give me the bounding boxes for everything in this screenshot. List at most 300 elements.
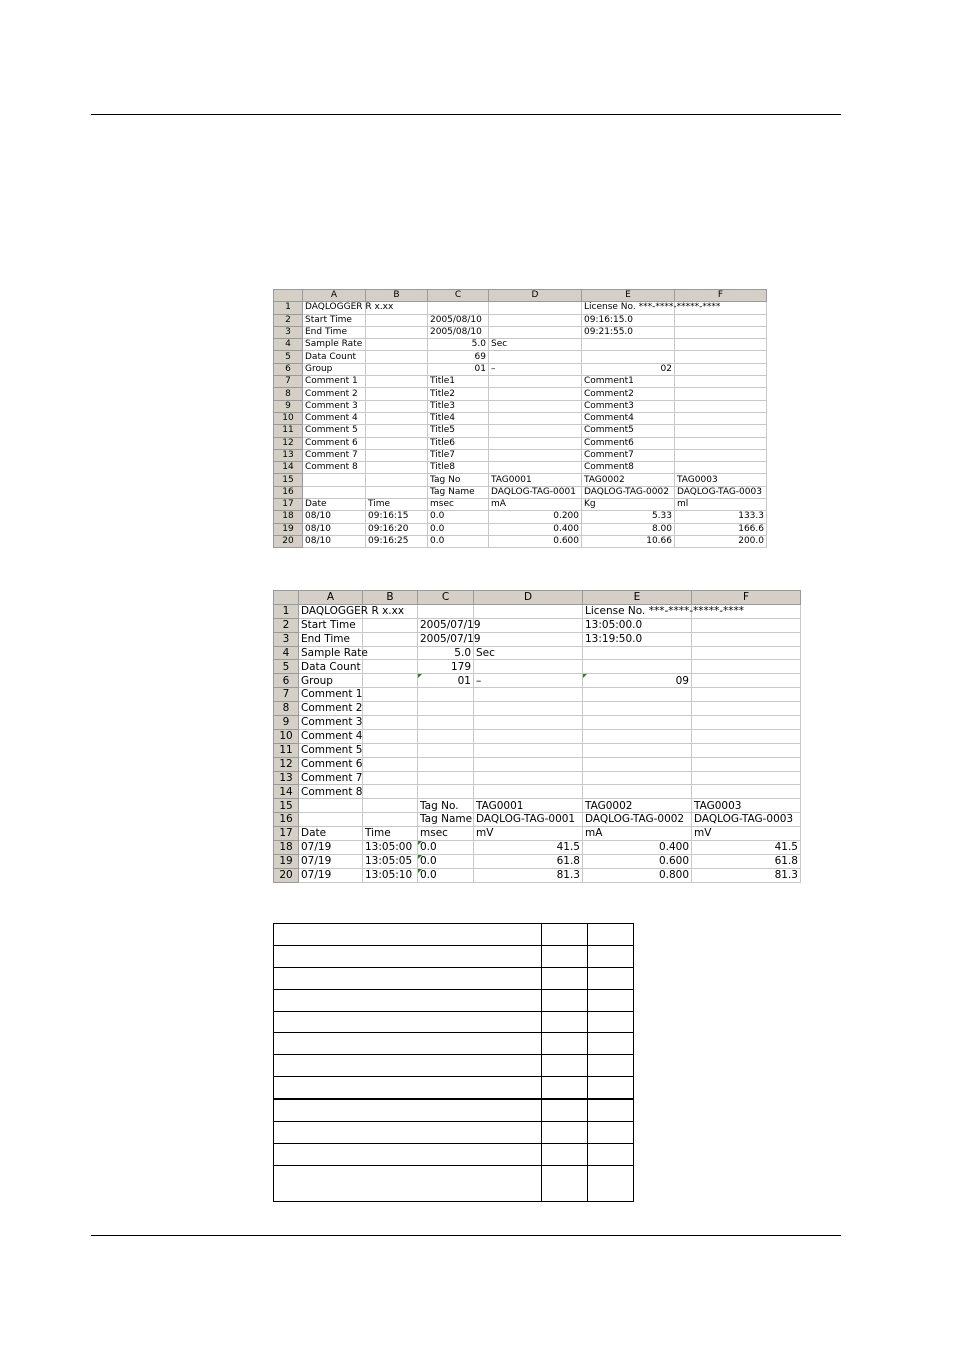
cell (692, 646, 801, 660)
cell (692, 618, 801, 632)
cell: Comment6 (582, 437, 675, 449)
cell: Title3 (428, 400, 489, 412)
blank-table (273, 923, 634, 1202)
cell (474, 618, 583, 632)
cell: DAQLOG-TAG-0002 (583, 813, 692, 827)
sheet-row (274, 351, 767, 363)
cell: 2005/08/10 (428, 314, 489, 326)
cell (474, 632, 583, 646)
cell (692, 702, 801, 716)
column-header: D (474, 591, 583, 605)
sheet-row (274, 743, 801, 757)
cell (582, 339, 675, 351)
cell: 41.5 (474, 841, 583, 855)
cell: DAQLOG-TAG-0001 (474, 813, 583, 827)
cell (363, 688, 418, 702)
cell: 81.3 (474, 868, 583, 882)
cell: 0.400 (489, 523, 582, 535)
cell (474, 702, 583, 716)
sheet-row (274, 688, 801, 702)
cell: Tag Name (428, 486, 489, 498)
cell: Date (303, 499, 366, 511)
cell: 179 (418, 660, 474, 674)
table-row (274, 924, 634, 946)
row-number: 11 (274, 743, 299, 757)
cell: mA (489, 499, 582, 511)
cell (363, 674, 418, 688)
sheet-row (274, 854, 801, 868)
cell: Comment 3 (303, 400, 366, 412)
cell: 0.600 (489, 535, 582, 547)
row-number: 14 (274, 462, 303, 474)
cell (692, 716, 801, 730)
cell (363, 785, 418, 799)
column-header: B (363, 591, 418, 605)
column-header: A (299, 591, 363, 605)
cell: Comment 2 (303, 388, 366, 400)
cell: License No. ***-****-*****-**** (582, 302, 675, 314)
cell (363, 743, 418, 757)
cell (675, 388, 767, 400)
row-number: 14 (274, 785, 299, 799)
cell (303, 474, 366, 486)
row-number: 19 (274, 854, 299, 868)
cell: Comment 4 (299, 729, 363, 743)
sheet-row (274, 841, 801, 855)
cell: 13:19:50.0 (583, 632, 692, 646)
cell (474, 785, 583, 799)
cell (366, 314, 428, 326)
cell: 200.0 (675, 535, 767, 547)
cell: 0.0 (418, 854, 474, 868)
cell (418, 716, 474, 730)
cell (418, 743, 474, 757)
sheet-row (274, 716, 801, 730)
cell (366, 376, 428, 388)
cell (675, 462, 767, 474)
cell (474, 716, 583, 730)
cell: 13:05:00 (363, 841, 418, 855)
sheet-row (274, 660, 801, 674)
cell: Comment8 (582, 462, 675, 474)
cell: 08/10 (303, 523, 366, 535)
cell (299, 813, 363, 827)
footer-rule (91, 1235, 841, 1236)
header-rule (91, 114, 841, 115)
cell (489, 388, 582, 400)
sheet-row (274, 813, 801, 827)
row-number: 5 (274, 351, 303, 363)
column-header: B (366, 290, 428, 302)
row-number: 4 (274, 646, 299, 660)
cell (489, 302, 582, 314)
cell (366, 437, 428, 449)
row-number: 13 (274, 449, 303, 461)
cell: Data Count (303, 351, 366, 363)
cell: 0.0 (418, 868, 474, 882)
cell (418, 757, 474, 771)
cell: DAQLOG-TAG-0002 (582, 486, 675, 498)
sheet-row (274, 618, 801, 632)
row-number: 12 (274, 437, 303, 449)
row-number: 3 (274, 632, 299, 646)
sheet-row (274, 604, 801, 618)
row-number: 2 (274, 314, 303, 326)
cell: Sample Rate (299, 646, 363, 660)
row-number: 10 (274, 729, 299, 743)
cell (692, 729, 801, 743)
cell (303, 486, 366, 498)
cell: Comment 7 (299, 771, 363, 785)
cell (489, 314, 582, 326)
cell (366, 339, 428, 351)
row-number: 7 (274, 376, 303, 388)
sheet-row (274, 412, 767, 424)
cell (675, 314, 767, 326)
table-row (274, 1099, 634, 1121)
cell: 07/19 (299, 868, 363, 882)
cell (418, 771, 474, 785)
cell (474, 743, 583, 757)
cell: Title1 (428, 376, 489, 388)
cell (583, 646, 692, 660)
cell: 0.0 (428, 523, 489, 535)
cell (366, 462, 428, 474)
cell (363, 729, 418, 743)
cell (366, 326, 428, 338)
sheet-row (274, 437, 767, 449)
cell: 07/19 (299, 854, 363, 868)
cell (366, 388, 428, 400)
sheet-row (274, 499, 767, 511)
cell: 07/19 (299, 841, 363, 855)
cell (366, 400, 428, 412)
sheet-row (274, 363, 767, 375)
sheet-row (274, 757, 801, 771)
sheet-row (274, 702, 801, 716)
cell (692, 632, 801, 646)
cell (489, 326, 582, 338)
cell: Tag No (428, 474, 489, 486)
cell (692, 688, 801, 702)
cell: Title5 (428, 425, 489, 437)
cell: Comment1 (582, 376, 675, 388)
row-number: 3 (274, 326, 303, 338)
row-number: 16 (274, 486, 303, 498)
cell: – (474, 674, 583, 688)
cell (675, 363, 767, 375)
cell: License No. ***-****-*****-**** (583, 604, 692, 618)
cell: Date (299, 827, 363, 841)
row-number: 15 (274, 474, 303, 486)
table-row (274, 1143, 634, 1165)
cell (489, 449, 582, 461)
cell: TAG0001 (489, 474, 582, 486)
sheet-row (274, 474, 767, 486)
cell (675, 376, 767, 388)
row-number: 12 (274, 757, 299, 771)
cell (474, 604, 583, 618)
row-number: 10 (274, 412, 303, 424)
cell: Comment 6 (299, 757, 363, 771)
cell: Start Time (299, 618, 363, 632)
sheet-row (274, 535, 767, 547)
cell: TAG0003 (675, 474, 767, 486)
row-number: 11 (274, 425, 303, 437)
row-number: 13 (274, 771, 299, 785)
row-number: 15 (274, 799, 299, 813)
cell: 13:05:10 (363, 868, 418, 882)
cell (474, 688, 583, 702)
cell: Comment 2 (299, 702, 363, 716)
cell (474, 757, 583, 771)
cell (692, 743, 801, 757)
column-header: A (303, 290, 366, 302)
cell (363, 716, 418, 730)
cell: TAG0002 (583, 799, 692, 813)
cell: Group (299, 674, 363, 688)
cell (363, 660, 418, 674)
cell: DAQLOGGER R x.xx (303, 302, 366, 314)
cell: Tag No. (418, 799, 474, 813)
row-number: 18 (274, 511, 303, 523)
cell (363, 813, 418, 827)
table-row (274, 1122, 634, 1144)
column-header: C (428, 290, 489, 302)
cell: Comment 8 (299, 785, 363, 799)
spreadsheet-excerpt-1 (273, 289, 767, 548)
cell (474, 660, 583, 674)
cell: 0.0 (418, 841, 474, 855)
sheet-row (274, 400, 767, 412)
cell: Comment 5 (299, 743, 363, 757)
cell: DAQLOGGER R x.xx (299, 604, 363, 618)
column-header-row (274, 290, 767, 302)
cell: ml (675, 499, 767, 511)
cell (366, 412, 428, 424)
row-number: 20 (274, 535, 303, 547)
cell (692, 785, 801, 799)
cell (418, 729, 474, 743)
row-number: 9 (274, 400, 303, 412)
cell: Sample Rate (303, 339, 366, 351)
sheet-row (274, 868, 801, 882)
cell (675, 412, 767, 424)
cell (675, 326, 767, 338)
cell (363, 799, 418, 813)
sheet-row (274, 827, 801, 841)
cell: 2005/07/19 (418, 632, 474, 646)
cell: 0.600 (583, 854, 692, 868)
cell: End Time (303, 326, 366, 338)
table-row (274, 967, 634, 989)
row-number: 8 (274, 702, 299, 716)
cell (489, 351, 582, 363)
row-number: 6 (274, 674, 299, 688)
sheet-row (274, 425, 767, 437)
column-header: F (675, 290, 767, 302)
cell: 10.66 (582, 535, 675, 547)
row-number: 4 (274, 339, 303, 351)
cell: Comment4 (582, 412, 675, 424)
row-number: 1 (274, 604, 299, 618)
cell (675, 425, 767, 437)
cell (489, 400, 582, 412)
sheet-row (274, 523, 767, 535)
cell: 61.8 (692, 854, 801, 868)
cell (583, 771, 692, 785)
sheet-row (274, 326, 767, 338)
cell: Tag Name (418, 813, 474, 827)
cell: TAG0002 (582, 474, 675, 486)
cell: 41.5 (692, 841, 801, 855)
cell: Time (363, 827, 418, 841)
sheet-row (274, 486, 767, 498)
cell: Comment3 (582, 400, 675, 412)
cell (692, 674, 801, 688)
cell (489, 376, 582, 388)
row-number: 6 (274, 363, 303, 375)
cell: Comment2 (582, 388, 675, 400)
cell: Kg (582, 499, 675, 511)
cell: Title8 (428, 462, 489, 474)
spreadsheet-excerpt-2 (273, 590, 801, 883)
cell (583, 716, 692, 730)
cell (675, 400, 767, 412)
cell: 2005/08/10 (428, 326, 489, 338)
row-number: 7 (274, 688, 299, 702)
cell: 5.0 (428, 339, 489, 351)
cell (489, 425, 582, 437)
cell (418, 688, 474, 702)
cell: 09:16:15.0 (582, 314, 675, 326)
cell: Sec (489, 339, 582, 351)
cell (428, 302, 489, 314)
row-number: 20 (274, 868, 299, 882)
cell: Group (303, 363, 366, 375)
cell: Data Count (299, 660, 363, 674)
cell (299, 799, 363, 813)
cell: 0.400 (583, 841, 692, 855)
cell: 08/10 (303, 511, 366, 523)
cell: Comment 1 (299, 688, 363, 702)
sheet-row (274, 771, 801, 785)
cell (418, 702, 474, 716)
cell: Comment 3 (299, 716, 363, 730)
table-row (274, 1077, 634, 1099)
cell: msec (418, 827, 474, 841)
cell: 2005/07/19 (418, 618, 474, 632)
cell: DAQLOG-TAG-0003 (692, 813, 801, 827)
table-row (274, 1165, 634, 1201)
cell (418, 604, 474, 618)
cell: TAG0001 (474, 799, 583, 813)
cell: 09:16:15 (366, 511, 428, 523)
cell (363, 771, 418, 785)
cell: Comment 7 (303, 449, 366, 461)
cell: 81.3 (692, 868, 801, 882)
sheet-row (274, 799, 801, 813)
sheet-row (274, 302, 767, 314)
table-row (274, 1055, 634, 1077)
cell: End Time (299, 632, 363, 646)
cell: 133.3 (675, 511, 767, 523)
cell: mV (474, 827, 583, 841)
table-row (274, 945, 634, 967)
cell: Start Time (303, 314, 366, 326)
cell: 5.33 (582, 511, 675, 523)
cell (583, 660, 692, 674)
row-number: 5 (274, 660, 299, 674)
cell: Comment 6 (303, 437, 366, 449)
cell: 09:16:25 (366, 535, 428, 547)
sheet-row (274, 785, 801, 799)
row-number: 19 (274, 523, 303, 535)
cell: 01 (418, 674, 474, 688)
table-row (274, 1033, 634, 1055)
cell (583, 688, 692, 702)
cell (675, 449, 767, 461)
table-row (274, 989, 634, 1011)
cell (583, 729, 692, 743)
sheet-row (274, 339, 767, 351)
cell (692, 771, 801, 785)
cell: Time (366, 499, 428, 511)
cell (583, 702, 692, 716)
cell: 01 (428, 363, 489, 375)
cell: Title7 (428, 449, 489, 461)
cell (582, 351, 675, 363)
cell: 69 (428, 351, 489, 363)
row-number: 17 (274, 499, 303, 511)
row-number: 9 (274, 716, 299, 730)
cell (366, 363, 428, 375)
cell (363, 618, 418, 632)
cell: Title6 (428, 437, 489, 449)
cell (489, 437, 582, 449)
column-header: C (418, 591, 474, 605)
cell: 02 (582, 363, 675, 375)
sheet-row (274, 632, 801, 646)
column-header-row (274, 591, 801, 605)
sheet-row (274, 511, 767, 523)
cell: 0.0 (428, 511, 489, 523)
sheet-row (274, 646, 801, 660)
cell (418, 785, 474, 799)
cell (363, 702, 418, 716)
cell: 0.200 (489, 511, 582, 523)
cell (583, 743, 692, 757)
column-header: F (692, 591, 801, 605)
cell: Comment 5 (303, 425, 366, 437)
row-number: 18 (274, 841, 299, 855)
cell (366, 474, 428, 486)
cell: Comment 1 (303, 376, 366, 388)
cell (692, 757, 801, 771)
cell (474, 729, 583, 743)
cell: 0.0 (428, 535, 489, 547)
corner-cell (274, 591, 299, 605)
cell (489, 412, 582, 424)
cell (366, 449, 428, 461)
sheet-row (274, 388, 767, 400)
row-number: 1 (274, 302, 303, 314)
cell: 166.6 (675, 523, 767, 535)
cell: Comment5 (582, 425, 675, 437)
cell (583, 785, 692, 799)
cell (363, 646, 418, 660)
sheet-row (274, 314, 767, 326)
